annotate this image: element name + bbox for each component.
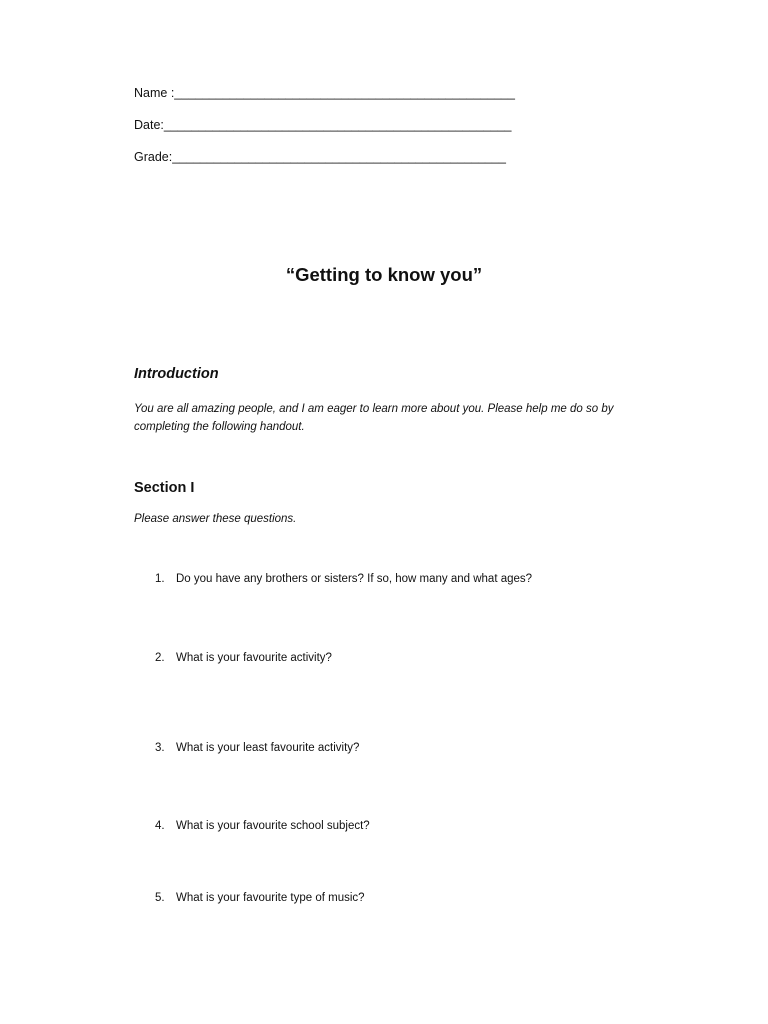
question-number: 5. <box>155 892 165 904</box>
introduction-text: You are all amazing people, and I am eager to learn more about you. Please help me do so by completing the following handout. <box>134 403 614 433</box>
question-number: 4. <box>155 820 165 832</box>
question-text: What is your favourite type of music? <box>176 892 365 904</box>
grade-field: Grade:________________________________________________ <box>134 150 506 164</box>
question-item <box>155 892 365 904</box>
question-number: 2. <box>155 652 165 664</box>
question-number: 3. <box>155 742 165 754</box>
question-text: What is your favourite school subject? <box>176 820 370 832</box>
question-text: Do you have any brothers or sisters? If so, how many and what ages? <box>176 573 533 585</box>
question-text: What is your favourite activity? <box>176 652 332 664</box>
question-number: 1. <box>155 573 165 585</box>
question-item <box>155 820 370 832</box>
section-heading: Section I <box>134 480 195 496</box>
section-instruction: Please answer these questions. <box>134 513 297 525</box>
question-item <box>155 742 359 754</box>
introduction-heading: Introduction <box>134 366 219 382</box>
date-field: Date:__________________________________________________ <box>134 118 512 132</box>
name-field: Name :_________________________________________________ <box>134 86 515 100</box>
question-text: What is your least favourite activity? <box>176 742 360 754</box>
question-item <box>155 652 332 664</box>
question-item <box>155 573 532 585</box>
worksheet-title: “Getting to know you” <box>285 264 483 285</box>
